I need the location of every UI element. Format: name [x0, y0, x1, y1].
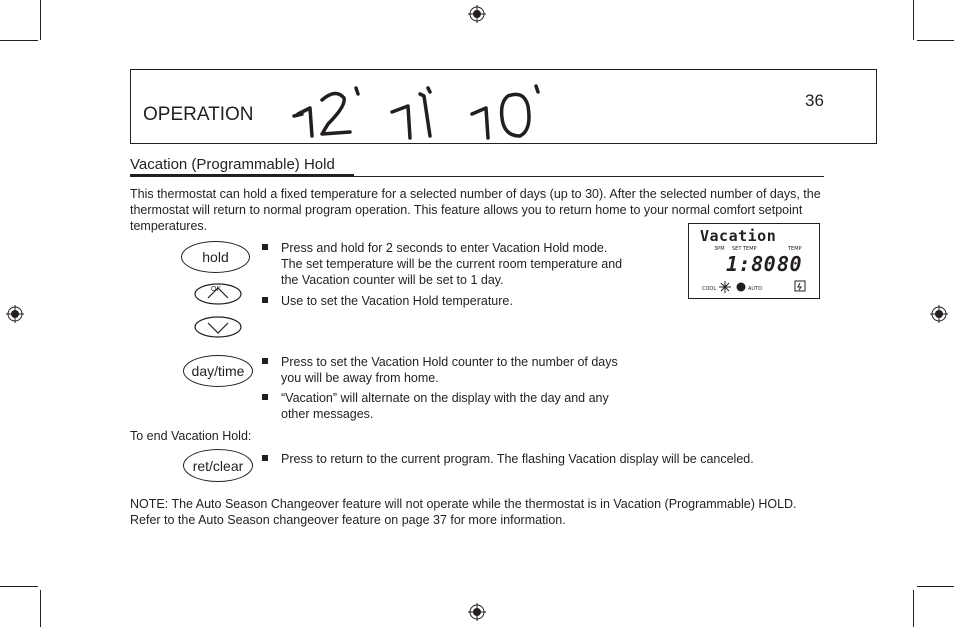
crop-mark [40, 590, 41, 627]
bullet-icon [262, 244, 268, 250]
lcd-temp: 80 [777, 252, 803, 276]
lcd-auto-label: AUTO [748, 286, 763, 292]
lcd-set-temp-label: SET TEMP [732, 246, 757, 252]
snowflake-icon [719, 281, 731, 293]
bullet-line: Press and hold for 2 seconds to enter Vacation Hold mode. [281, 241, 608, 255]
divider [130, 174, 354, 177]
bullet-line: Press to return to the current program. The flashing Vacation display will be canceled. [281, 452, 754, 466]
intro-paragraph: This thermostat can hold a fixed temperature for a selected number of days (up to 30). After the selected number of days, the thermostat will return to normal program operation. This feature allows you to return home to your normal comfort setpoint temperatures. [130, 187, 821, 233]
crop-mark [917, 586, 954, 587]
crop-mark [913, 590, 914, 627]
ok-label: OK [211, 286, 222, 293]
lcd-display [688, 223, 820, 299]
down-arrow-icon [194, 316, 242, 338]
registration-mark-icon [930, 305, 948, 323]
bullet-line: “Vacation” will alternate on the display with the day and any [281, 391, 609, 405]
end-label: To end Vacation Hold: [130, 429, 252, 443]
lcd-vacation-text: Vacation [700, 227, 777, 245]
registration-mark-icon [468, 5, 486, 23]
bullet-line: Use to set the Vacation Hold temperature. [281, 294, 513, 308]
bullet-line: you will be away from home. [281, 371, 439, 385]
ret-clear-button[interactable] [183, 449, 253, 482]
bullet-line: The set temperature will be the current room temperature and [281, 257, 623, 271]
day-time-button-label: day/time [191, 363, 245, 379]
crop-mark [40, 0, 41, 40]
bullet-icon [262, 455, 268, 461]
up-arrow-button[interactable] [194, 283, 242, 305]
lcd-temp-label: TEMP [788, 246, 802, 252]
crop-mark [913, 0, 914, 40]
registration-mark-icon [468, 603, 486, 621]
page-number: 36 [805, 91, 824, 110]
crop-mark [0, 40, 38, 41]
day-time-button[interactable] [183, 355, 253, 387]
bullet-icon [262, 358, 268, 364]
bullet-icon [262, 297, 268, 303]
section-title: Vacation (Programmable) Hold [130, 156, 335, 173]
ret-clear-button-label: ret/clear [192, 457, 244, 474]
page-title: OPERATION [143, 104, 254, 125]
bullet-icon [262, 394, 268, 400]
fan-icon [736, 282, 746, 292]
hold-button-label: hold [202, 249, 229, 265]
crop-mark [917, 40, 954, 41]
bullet-line: other messages. [281, 407, 374, 421]
lcd-cool-label: COOL [702, 286, 717, 292]
down-arrow-button[interactable] [194, 316, 242, 338]
battery-icon [793, 279, 807, 293]
registration-mark-icon [6, 305, 24, 323]
note-paragraph: NOTE: The Auto Season Changeover feature will not operate while the thermostat is in Vacation (Programmable) HOLD. Refer to the Auto Season changeover feature on page 37 for more information. [130, 497, 797, 527]
lcd-time: 1:80 [726, 252, 777, 276]
handwritten-date [292, 84, 548, 142]
bullet-line: Press to set the Vacation Hold counter to the number of days [281, 355, 618, 369]
lcd-day: 3PM [714, 246, 725, 252]
bullet-line: the Vacation counter will be set to 1 day. [281, 273, 504, 287]
hold-button[interactable] [181, 241, 250, 273]
crop-mark [0, 586, 38, 587]
divider [354, 176, 824, 177]
